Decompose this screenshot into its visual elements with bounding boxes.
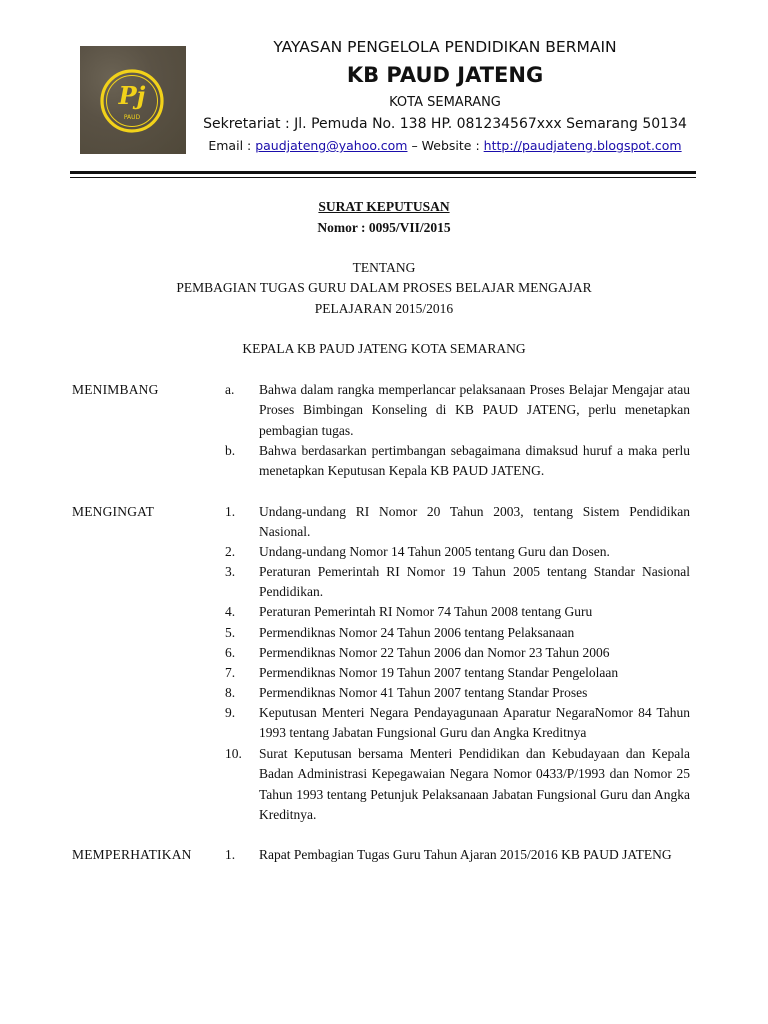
list-item	[225, 441, 690, 482]
item-marker: 9.	[225, 705, 236, 720]
institution-name: KB PAUD JATENG	[346, 63, 544, 87]
list-item	[225, 542, 690, 562]
item-marker: 1.	[225, 504, 236, 519]
website-link[interactable]: http://paudjateng.blogspot.com	[483, 138, 682, 153]
item-text: Bahwa dalam rangka memperlancar pelaksanaan Proses Belajar Mengajar atau Proses Bimbingan Konseling di KB PAUD JATENG, perlu menetapkan pembagian tugas.	[259, 382, 690, 438]
item-marker: 1.	[225, 847, 236, 862]
list-item	[225, 845, 690, 865]
header-divider-thick	[70, 171, 696, 174]
item-text: Undang-undang RI Nomor 20 Tahun 2003, tentang Sistem Pendidikan Nasional.	[259, 504, 690, 540]
item-text: Bahwa berdasarkan pertimbangan sebagaimana dimaksud huruf a maka perlu menetapkan Keputusan Kepala KB PAUD JATENG.	[259, 443, 690, 479]
section-label: MENIMBANG	[72, 382, 159, 397]
logo-sub-lettering: PAUD	[123, 114, 141, 121]
item-text: Peraturan Pemerintah RI Nomor 74 Tahun 2008 tentang Guru	[259, 604, 593, 619]
item-marker: 7.	[225, 665, 236, 680]
item-marker: 6.	[225, 645, 236, 660]
issuer-heading: KEPALA KB PAUD JATENG KOTA SEMARANG	[242, 341, 526, 356]
item-text: Rapat Pembagian Tugas Guru Tahun Ajaran 2015/2016 KB PAUD JATENG	[259, 847, 672, 862]
header-divider-thin	[70, 177, 696, 178]
subject-line-1: PEMBAGIAN TUGAS GURU DALAM PROSES BELAJAR MENGAJAR	[176, 280, 592, 295]
organization-name: YAYASAN PENGELOLA PENDIDIKAN BERMAIN	[273, 38, 617, 56]
section-label: MEMPERHATIKAN	[72, 847, 192, 862]
email-label: Email :	[208, 138, 256, 153]
list-item	[225, 703, 690, 744]
item-text: Permendiknas Nomor 19 Tahun 2007 tentang Standar Pengelolaan	[259, 665, 619, 680]
subject-line-2: PELAJARAN 2015/2016	[314, 301, 454, 316]
item-text: Keputusan Menteri Negara Pendayagunaan Aparatur NegaraNomor 84 Tahun 1993 tentang Jabatan Fungsional Guru dan Angka Kreditnya	[259, 705, 690, 741]
section-label: MENGINGAT	[72, 504, 155, 519]
item-marker: a.	[225, 382, 235, 397]
item-text: Permendiknas Nomor 22 Tahun 2006 dan Nomor 23 Tahun 2006	[259, 645, 610, 660]
institution-address: Sekretariat : Jl. Pemuda No. 138 HP. 081234567xxx Semarang 50134	[203, 116, 687, 132]
item-marker: 4.	[225, 604, 236, 619]
list-item	[225, 643, 690, 663]
item-text: Undang-undang Nomor 14 Tahun 2005 tentang Guru dan Dosen.	[259, 544, 610, 559]
list-item	[225, 744, 690, 825]
item-text: Surat Keputusan bersama Menteri Pendidikan dan Kebudayaan dan Kepala Badan Administrasi Kepegawaian Negara Nomor 0433/P/1993 dan Nomor 25 Tahun 1993 tentang Petunjuk Pelaksanaan Jabatan Fungsional Guru dan Angka Kreditnya.	[259, 746, 690, 822]
website-label: – Website :	[407, 138, 484, 153]
list-item	[225, 602, 690, 622]
item-marker: 2.	[225, 544, 236, 559]
institution-city: KOTA SEMARANG	[389, 95, 501, 110]
item-marker: 8.	[225, 685, 236, 700]
list-item	[225, 683, 690, 703]
list-item	[225, 623, 690, 643]
item-text: Permendiknas Nomor 24 Tahun 2006 tentang Pelaksanaan	[259, 625, 575, 640]
item-marker: 5.	[225, 625, 236, 640]
item-text: Peraturan Pemerintah RI Nomor 19 Tahun 2005 tentang Standar Nasional Pendidikan.	[259, 564, 690, 600]
list-item	[225, 380, 690, 441]
document-type: SURAT KEPUTUSAN	[318, 199, 450, 214]
paud-logo-icon	[80, 46, 186, 154]
item-marker: 10.	[225, 746, 242, 761]
item-text: Permendiknas Nomor 41 Tahun 2007 tentang Standar Proses	[259, 685, 588, 700]
item-marker: b.	[225, 443, 236, 458]
document-number: Nomor : 0095/VII/2015	[317, 220, 451, 235]
list-item	[225, 562, 690, 603]
contact-line	[200, 138, 690, 153]
logo-lettering: Pj	[118, 81, 146, 110]
organization-logo	[80, 46, 186, 154]
item-marker: 3.	[225, 564, 236, 579]
list-item	[225, 502, 690, 543]
list-item	[225, 663, 690, 683]
about-heading: TENTANG	[352, 260, 416, 275]
email-link[interactable]: paudjateng@yahoo.com	[255, 138, 408, 153]
